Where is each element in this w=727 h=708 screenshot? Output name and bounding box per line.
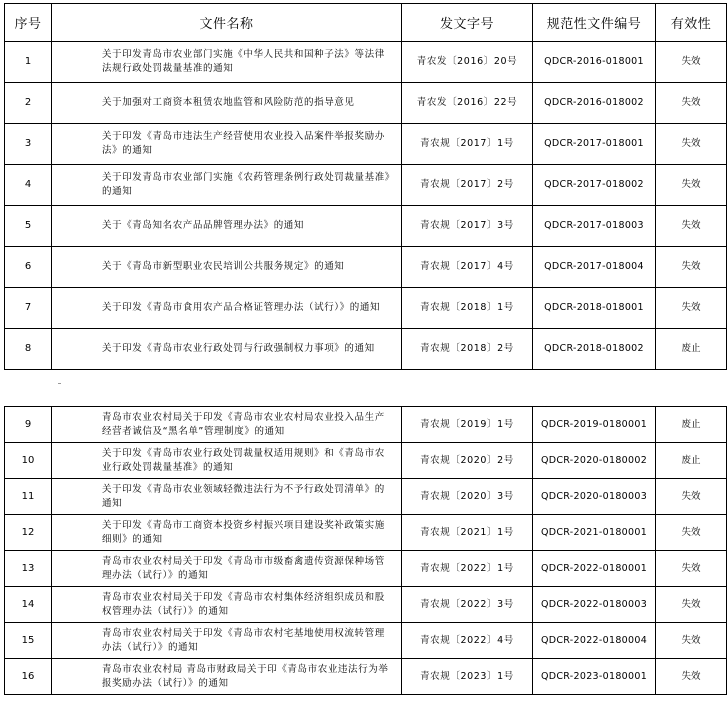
cell-doc-no: 青农规〔2017〕2号 bbox=[402, 165, 533, 206]
cell-name: 青岛市农业农村局 青岛市财政局关于印《青岛市农业违法行为举报奖励办法（试行）》的通知 bbox=[52, 659, 402, 695]
cell-no: 8 bbox=[5, 329, 52, 370]
table-row bbox=[5, 515, 727, 551]
cell-no: 13 bbox=[5, 551, 52, 587]
cell-code: QDCR-2017-018004 bbox=[533, 247, 656, 288]
cell-doc-no: 青农规〔2019〕1号 bbox=[402, 407, 533, 443]
cell-code: QDCR-2018-018001 bbox=[533, 288, 656, 329]
cell-no: 10 bbox=[5, 443, 52, 479]
cell-no: 1 bbox=[5, 42, 52, 83]
cell-name: 关于印发《青岛市违法生产经营使用农业投入品案件举报奖励办法》的通知 bbox=[52, 124, 402, 165]
table-header-row bbox=[5, 4, 727, 42]
header-no: 序号 bbox=[5, 4, 52, 42]
cell-name: 青岛市农业农村局关于印发《青岛市农业农村局农业投入品生产经营者诚信及“黑名单”管理制度》的通知 bbox=[52, 407, 402, 443]
cell-no: 6 bbox=[5, 247, 52, 288]
cell-doc-no: 青农规〔2018〕1号 bbox=[402, 288, 533, 329]
cell-validity: 失效 bbox=[656, 659, 727, 695]
cell-name: 关于《青岛知名农产品品牌管理办法》的通知 bbox=[52, 206, 402, 247]
header-code: 规范性文件编号 bbox=[533, 4, 656, 42]
cell-no: 11 bbox=[5, 479, 52, 515]
header-name: 文件名称 bbox=[52, 4, 402, 42]
cell-doc-no: 青农规〔2017〕3号 bbox=[402, 206, 533, 247]
cell-validity: 失效 bbox=[656, 83, 727, 124]
cell-validity: 失效 bbox=[656, 587, 727, 623]
table-row bbox=[5, 479, 727, 515]
cell-validity: 失效 bbox=[656, 479, 727, 515]
cell-code: QDCR-2016-018001 bbox=[533, 42, 656, 83]
cell-name: 关于印发《青岛市工商资本投资乡村振兴项目建设奖补政策实施细则》的通知 bbox=[52, 515, 402, 551]
cell-doc-no: 青农规〔2017〕1号 bbox=[402, 124, 533, 165]
cell-no: 4 bbox=[5, 165, 52, 206]
cell-doc-no: 青农规〔2022〕1号 bbox=[402, 551, 533, 587]
cell-no: 2 bbox=[5, 83, 52, 124]
cell-doc-no: 青农规〔2021〕1号 bbox=[402, 515, 533, 551]
cell-code: QDCR-2022-0180001 bbox=[533, 551, 656, 587]
cell-code: QDCR-2018-018002 bbox=[533, 329, 656, 370]
cell-code: QDCR-2022-0180003 bbox=[533, 587, 656, 623]
cell-validity: 失效 bbox=[656, 515, 727, 551]
page-break-mark bbox=[58, 383, 61, 384]
cell-code: QDCR-2017-018003 bbox=[533, 206, 656, 247]
table-row bbox=[5, 83, 727, 124]
cell-code: QDCR-2020-0180002 bbox=[533, 443, 656, 479]
cell-name: 青岛市农业农村局关于印发《青岛市农村宅基地使用权流转管理办法（试行）》的通知 bbox=[52, 623, 402, 659]
cell-validity: 失效 bbox=[656, 42, 727, 83]
cell-name: 青岛市农业农村局关于印发《青岛市农村集体经济组织成员和股权管理办法（试行）》的通知 bbox=[52, 587, 402, 623]
cell-doc-no: 青农规〔2017〕4号 bbox=[402, 247, 533, 288]
cell-validity: 失效 bbox=[656, 124, 727, 165]
cell-validity: 失效 bbox=[656, 247, 727, 288]
cell-validity: 废止 bbox=[656, 329, 727, 370]
table-row bbox=[5, 165, 727, 206]
header-validity: 有效性 bbox=[656, 4, 727, 42]
table-row bbox=[5, 659, 727, 695]
cell-validity: 失效 bbox=[656, 165, 727, 206]
cell-doc-no: 青农规〔2022〕4号 bbox=[402, 623, 533, 659]
cell-doc-no: 青农规〔2020〕3号 bbox=[402, 479, 533, 515]
cell-no: 5 bbox=[5, 206, 52, 247]
cell-no: 3 bbox=[5, 124, 52, 165]
table-row bbox=[5, 206, 727, 247]
cell-code: QDCR-2017-018002 bbox=[533, 165, 656, 206]
cell-code: QDCR-2017-018001 bbox=[533, 124, 656, 165]
header-doc-no: 发文字号 bbox=[402, 4, 533, 42]
cell-name: 青岛市农业农村局关于印发《青岛市市级畜禽遗传资源保种场管理办法（试行）》的通知 bbox=[52, 551, 402, 587]
cell-validity: 废止 bbox=[656, 407, 727, 443]
cell-validity: 失效 bbox=[656, 288, 727, 329]
table-row bbox=[5, 124, 727, 165]
regulations-table-part-2 bbox=[4, 406, 727, 695]
cell-name: 关于印发青岛市农业部门实施《中华人民共和国种子法》等法律法规行政处罚裁量基准的通知 bbox=[52, 42, 402, 83]
table-row bbox=[5, 407, 727, 443]
table-row bbox=[5, 443, 727, 479]
cell-name: 关于印发《青岛市农业行政处罚与行政强制权力事项》的通知 bbox=[52, 329, 402, 370]
table-row bbox=[5, 247, 727, 288]
cell-code: QDCR-2016-018002 bbox=[533, 83, 656, 124]
cell-validity: 失效 bbox=[656, 551, 727, 587]
cell-no: 16 bbox=[5, 659, 52, 695]
cell-no: 9 bbox=[5, 407, 52, 443]
cell-no: 12 bbox=[5, 515, 52, 551]
cell-name: 关于加强对工商资本租赁农地监管和风险防范的指导意见 bbox=[52, 83, 402, 124]
cell-code: QDCR-2022-0180004 bbox=[533, 623, 656, 659]
table-row bbox=[5, 42, 727, 83]
cell-code: QDCR-2023-0180001 bbox=[533, 659, 656, 695]
table-row bbox=[5, 587, 727, 623]
cell-no: 14 bbox=[5, 587, 52, 623]
cell-name: 关于印发《青岛市农业行政处罚裁量权适用规则》和《青岛市农业行政处罚裁量基准》的通知 bbox=[52, 443, 402, 479]
cell-name: 关于《青岛市新型职业农民培训公共服务规定》的通知 bbox=[52, 247, 402, 288]
cell-code: QDCR-2021-0180001 bbox=[533, 515, 656, 551]
cell-no: 15 bbox=[5, 623, 52, 659]
cell-doc-no: 青农规〔2020〕2号 bbox=[402, 443, 533, 479]
cell-doc-no: 青农规〔2023〕1号 bbox=[402, 659, 533, 695]
cell-validity: 废止 bbox=[656, 443, 727, 479]
cell-name: 关于印发《青岛市食用农产品合格证管理办法（试行）》的通知 bbox=[52, 288, 402, 329]
table-row bbox=[5, 551, 727, 587]
cell-doc-no: 青农规〔2018〕2号 bbox=[402, 329, 533, 370]
cell-doc-no: 青农规〔2022〕3号 bbox=[402, 587, 533, 623]
cell-name: 关于印发《青岛市农业领域轻微违法行为不予行政处罚清单》的通知 bbox=[52, 479, 402, 515]
cell-doc-no: 青农发〔2016〕20号 bbox=[402, 42, 533, 83]
table-row bbox=[5, 288, 727, 329]
table-row bbox=[5, 329, 727, 370]
cell-validity: 失效 bbox=[656, 623, 727, 659]
cell-doc-no: 青农发〔2016〕22号 bbox=[402, 83, 533, 124]
table-row bbox=[5, 623, 727, 659]
regulations-table-part-1 bbox=[4, 3, 727, 370]
cell-name: 关于印发青岛市农业部门实施《农药管理条例行政处罚裁量基准》的通知 bbox=[52, 165, 402, 206]
cell-code: QDCR-2019-0180001 bbox=[533, 407, 656, 443]
cell-no: 7 bbox=[5, 288, 52, 329]
cell-code: QDCR-2020-0180003 bbox=[533, 479, 656, 515]
cell-validity: 失效 bbox=[656, 206, 727, 247]
